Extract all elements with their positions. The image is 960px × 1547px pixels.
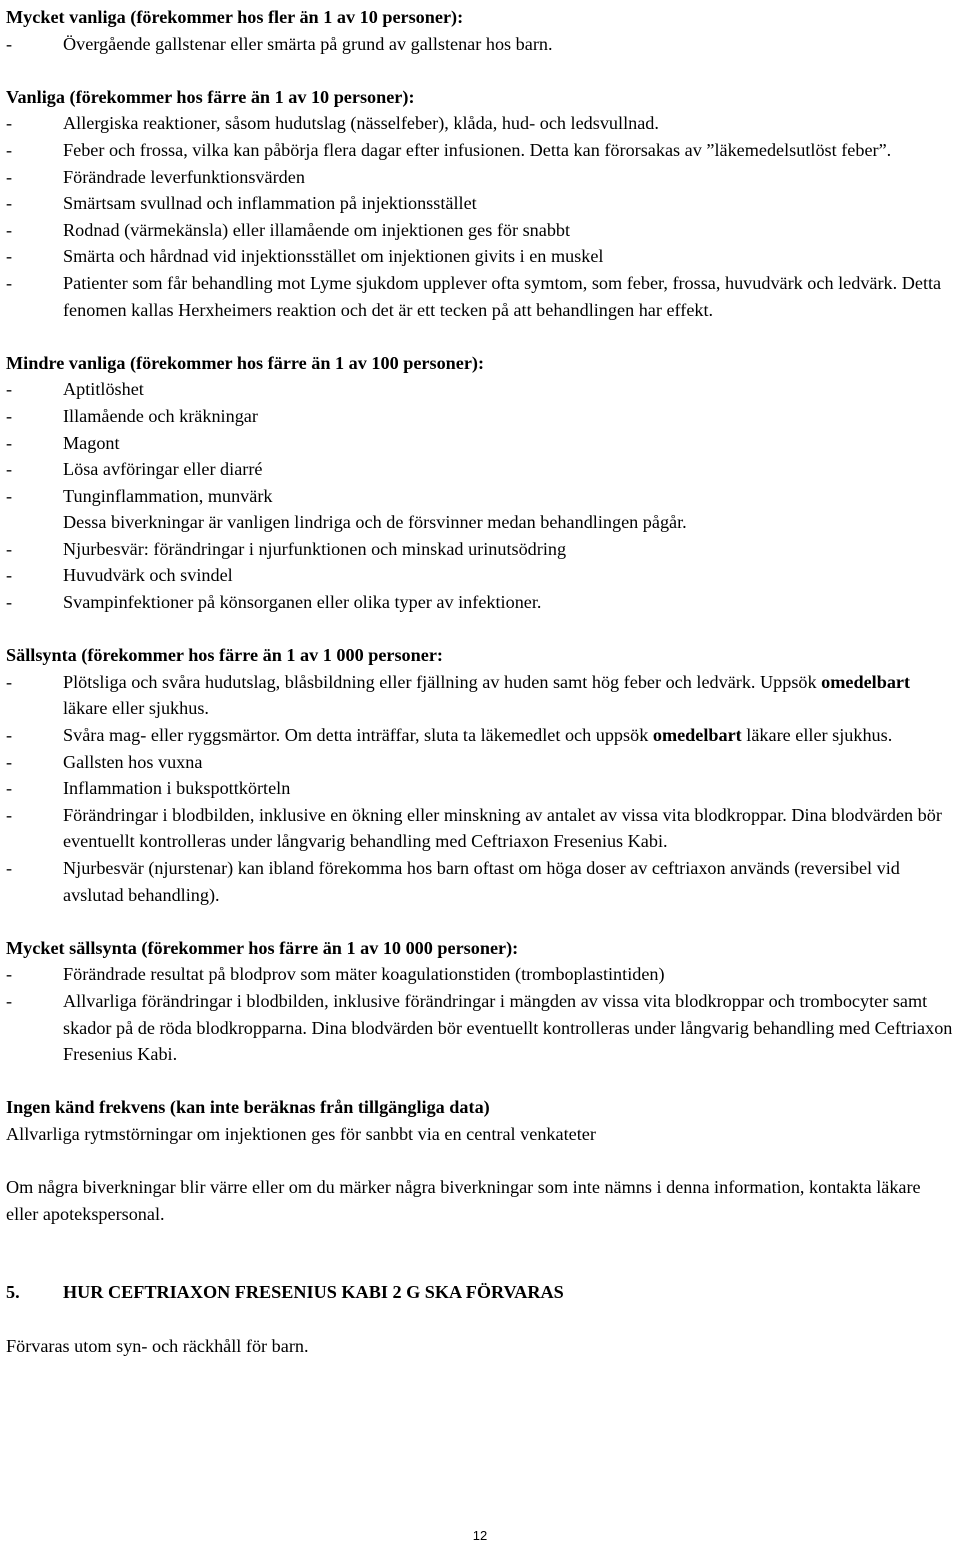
emphasis-text: omedelbart <box>821 671 911 692</box>
text-span: Huvudvärk och svindel <box>63 565 233 586</box>
bullet-dash: - <box>6 379 13 400</box>
text-span: Övergående gallstenar eller smärta på grund av gallstenar hos barn. <box>63 33 553 54</box>
list-item-text <box>63 270 956 323</box>
text-span: Rodnad (värmekänsla) eller illamående om injektionen ges för snabbt <box>63 219 571 240</box>
list-item-text <box>63 164 956 191</box>
bullet-dash: - <box>6 778 13 799</box>
list-item-text <box>63 456 956 483</box>
list-item <box>6 190 956 217</box>
list-item <box>6 31 956 58</box>
list-item <box>6 217 956 244</box>
frequency-section <box>6 642 956 908</box>
bullet-dash: - <box>6 33 13 54</box>
list-item-text <box>63 509 956 536</box>
bullet-dash <box>6 509 63 536</box>
text-span: Illamående och kräkningar <box>63 405 258 426</box>
list-item-text <box>63 243 956 270</box>
list-item-text <box>63 855 956 908</box>
list-item <box>6 164 956 191</box>
list-item <box>6 775 956 802</box>
text-span: Svåra mag- eller ryggsmärtor. Om detta inträffar, sluta ta läkemedlet och uppsök <box>63 725 653 746</box>
text-span: Plötsliga och svåra hudutslag, blåsbildning eller fjällning av huden samt hög feber och ledvärk. Uppsök <box>63 671 822 692</box>
report-side-effects-paragraph: Om några biverkningar blir värre eller om du märker några biverkningar som inte nämns i denna information, kontakta läkare eller apotekspersonal. <box>6 1177 921 1224</box>
list-item <box>6 589 956 616</box>
list-item-text <box>63 562 956 589</box>
text-span: Svampinfektioner på könsorganen eller olika typer av infektioner. <box>63 592 542 613</box>
list-item <box>6 749 956 776</box>
bullet-dash: - <box>6 459 13 480</box>
list-item-text <box>63 403 956 430</box>
text-span: Magont <box>63 432 120 453</box>
list-item <box>6 961 956 988</box>
section-heading: Sällsynta (förekommer hos färre än 1 av 1 000 personer: <box>6 645 443 666</box>
text-span: Tunginflammation, munvärk <box>63 485 273 506</box>
text-span: Gallsten hos vuxna <box>63 751 203 772</box>
list-item-text <box>63 669 956 722</box>
section-text: Allvarliga rytmstörningar om injektionen ges för sanbbt via en central venkateter <box>6 1123 596 1144</box>
text-span: Dessa biverkningar är vanligen lindriga och de försvinner medan behandlingen pågår. <box>63 512 687 533</box>
bullet-dash: - <box>6 485 13 506</box>
list-item-text <box>63 749 956 776</box>
text-span: Njurbesvär: förändringar i njurfunktionen och minskad urinutsödring <box>63 538 567 559</box>
list-item-text <box>63 376 956 403</box>
list-item-text <box>63 802 956 855</box>
list-item-text <box>63 988 956 1068</box>
section-5-heading <box>6 1279 956 1306</box>
bullet-dash: - <box>6 219 13 240</box>
bullet-dash: - <box>6 592 13 613</box>
text-span: Feber och frossa, vilka kan påbörja flera dagar efter infusionen. Detta kan förorsakas av ”läkemedelsutlöst feber”. <box>63 139 892 160</box>
section-heading: Vanliga (förekommer hos färre än 1 av 10 personer): <box>6 86 415 107</box>
list-item <box>6 855 956 908</box>
text-span: Smärtsam svullnad och inflammation på injektionsstället <box>63 193 477 214</box>
list-item-text <box>63 217 956 244</box>
text-span: Förändringar i blodbilden, inklusive en ökning eller minskning av antalet av vissa vita blodkroppar. Dina blodvärden bör eventuellt kontrolleras under långvarig behandling med Ceftriaxon Fresenius Kabi. <box>63 804 942 852</box>
section-title: HUR CEFTRIAXON FRESENIUS KABI 2 G SKA FÖRVARAS <box>63 1282 564 1303</box>
list-item-text <box>63 722 956 749</box>
text-span: Förändrade leverfunktionsvärden <box>63 166 305 187</box>
bullet-dash: - <box>6 990 13 1011</box>
text-span: läkare eller sjukhus. <box>63 698 209 719</box>
list-item-text <box>63 589 956 616</box>
list-item <box>6 110 956 137</box>
section-heading: Ingen känd frekvens (kan inte beräknas från tillgängliga data) <box>6 1097 490 1118</box>
list-item-text <box>63 483 956 510</box>
list-item-text <box>63 31 956 58</box>
text-span: Lösa avföringar eller diarré <box>63 459 263 480</box>
bullet-dash: - <box>6 166 13 187</box>
text-span: Allergiska reaktioner, såsom hudutslag (nässelfeber), klåda, hud- och ledsvullnad. <box>63 113 659 134</box>
section-heading: Mycket sällsynta (förekommer hos färre än 1 av 10 000 personer): <box>6 937 519 958</box>
list-item-text <box>63 430 956 457</box>
frequency-section <box>6 84 956 323</box>
frequency-section <box>6 4 956 57</box>
bullet-dash: - <box>6 964 13 985</box>
bullet-dash: - <box>6 538 13 559</box>
list-item <box>6 562 956 589</box>
section-number: 5. <box>6 1282 20 1303</box>
list-item <box>6 456 956 483</box>
section-heading: Mindre vanliga (förekommer hos färre än 1 av 100 personer): <box>6 352 485 373</box>
list-item <box>6 483 956 510</box>
section-heading: Mycket vanliga (förekommer hos fler än 1 av 10 personer): <box>6 7 464 27</box>
text-span: Patienter som får behandling mot Lyme sjukdom upplever ofta symtom, som feber, frossa, huvudvärk och ledvärk. Detta fenomen kallas Herxheimers reaktion och det är ett tecken på att behandlingen har effekt. <box>63 272 942 320</box>
text-span: läkare eller sjukhus. <box>741 725 893 746</box>
text-span: Njurbesvär (njurstenar) kan ibland förekomma hos barn oftast om höga doser av ceftriaxon används (reversibel vid avslutad behandling). <box>63 858 900 905</box>
list-item <box>6 536 956 563</box>
list-item <box>6 988 956 1068</box>
list-item-text <box>63 190 956 217</box>
list-item <box>6 722 956 749</box>
frequency-section <box>6 1094 956 1147</box>
text-span: Förändrade resultat på blodprov som mäter koagulationstiden (tromboplastintiden) <box>63 964 665 985</box>
bullet-dash: - <box>6 113 13 134</box>
list-item-text <box>63 110 956 137</box>
list-item <box>6 403 956 430</box>
list-item <box>6 802 956 855</box>
frequency-section <box>6 350 956 616</box>
list-item-text <box>63 961 956 988</box>
bullet-dash: - <box>6 139 13 160</box>
side-effects-sections <box>6 4 956 1148</box>
text-span: Inflammation i bukspottkörteln <box>63 778 291 799</box>
list-item <box>6 270 956 323</box>
storage-text: Förvaras utom syn- och räckhåll för barn. <box>6 1335 309 1356</box>
page-number: 12 <box>472 1528 488 1543</box>
bullet-dash: - <box>6 725 13 746</box>
list-item <box>6 669 956 722</box>
bullet-dash: - <box>6 565 13 586</box>
emphasis-text: omedelbart <box>652 725 742 746</box>
bullet-dash: - <box>6 405 13 426</box>
bullet-dash: - <box>6 671 13 692</box>
list-item-text <box>63 775 956 802</box>
bullet-dash: - <box>6 193 13 214</box>
bullet-dash: - <box>6 432 13 453</box>
bullet-dash: - <box>6 751 13 772</box>
text-span: Aptitlöshet <box>63 379 144 400</box>
document-page <box>6 4 956 1360</box>
list-item <box>6 137 956 164</box>
bullet-dash: - <box>6 246 13 267</box>
text-span: Smärta och hårdnad vid injektionsstället om injektionen givits i en muskel <box>63 246 604 267</box>
text-span: Allvarliga förändringar i blodbilden, inklusive förändringar i mängden av vissa vita blodkroppar och trombocyter samt skador på de röda blodkropparna. Dina blodvärden bör eventuellt kontrolleras under långvarig behandling med Ceftriaxon Fresenius Kabi. <box>63 990 953 1065</box>
list-item <box>6 243 956 270</box>
bullet-dash: - <box>6 858 13 878</box>
list-item <box>6 376 956 403</box>
list-note <box>6 509 956 536</box>
list-item <box>6 430 956 457</box>
frequency-section <box>6 935 956 1068</box>
bullet-dash: - <box>6 804 13 825</box>
list-item-text <box>63 137 956 164</box>
list-item-text <box>63 536 956 563</box>
bullet-dash: - <box>6 272 13 293</box>
